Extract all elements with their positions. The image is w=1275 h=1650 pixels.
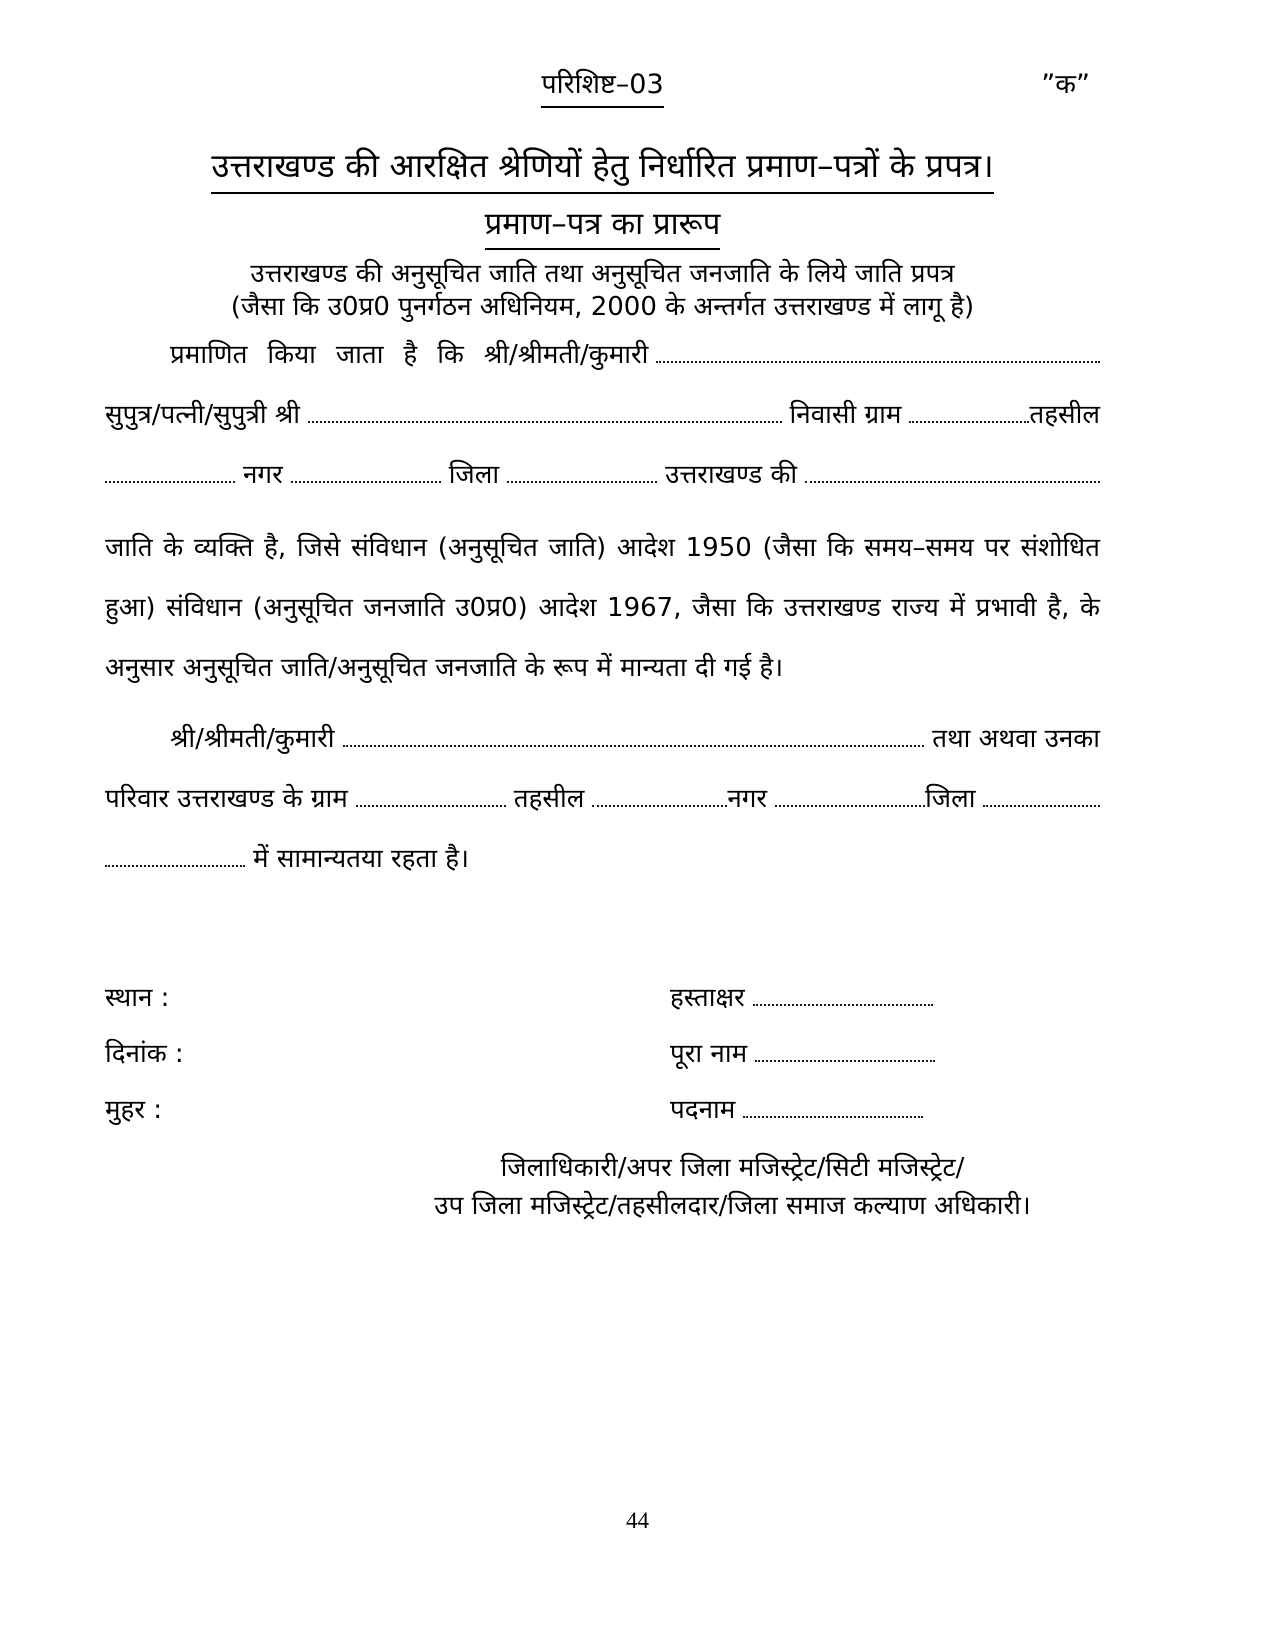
appendix-label: परिशिष्ट–03 — [541, 68, 663, 108]
caption-line-2: (जैसा कि उ0प्र0 पुनर्गठन अधिनियम, 2000 के अन्तर्गत उत्तराखण्ड में लागू है) — [230, 292, 975, 322]
family-district-blank — [983, 783, 1100, 807]
issuing-authorities-line-2: उप जिला मजिस्ट्रेट/तहसीलदार/जिला समाज कल्याण अधिकारी। — [434, 1191, 1031, 1221]
family-tehsil-blank — [592, 783, 727, 807]
caste-blank — [805, 459, 1100, 483]
residence-blank — [105, 843, 245, 867]
village-blank — [909, 399, 1029, 423]
resident-village-text: निवासी ग्राम — [789, 400, 902, 430]
signature-blank — [753, 982, 933, 1006]
date-label: दिनांक : — [105, 1039, 184, 1069]
designation-field — [670, 1093, 1100, 1127]
parent-name-blank — [308, 399, 782, 423]
full-name-field — [670, 1037, 1100, 1071]
family-town-text: नगर — [727, 784, 768, 814]
page-header — [105, 68, 1100, 108]
family-residence-line — [105, 782, 1100, 816]
full-name-blank — [755, 1038, 935, 1062]
tehsil-text: तहसील — [1029, 400, 1100, 430]
applicant-name-blank — [656, 339, 1100, 363]
and-or-their-text: तथा अथवा उनका — [932, 724, 1100, 754]
person-name-blank — [343, 723, 925, 747]
place-row — [105, 981, 1100, 1015]
district-blank — [507, 459, 657, 483]
family-tehsil-text: तहसील — [513, 784, 585, 814]
document-title-text: उत्तराखण्ड की आरक्षित श्रेणियों हेतु निर्धारित प्रमाण–पत्रों के प्रपत्र। — [211, 144, 993, 194]
town-district-line — [105, 458, 1100, 492]
issuing-authorities — [105, 1149, 1100, 1225]
designation-label: पदनाम — [670, 1095, 736, 1125]
son-daughter-wife-of-text: सुपुत्र/पत्नी/सुपुत्री श्री — [105, 400, 300, 430]
place-label: स्थान : — [105, 983, 170, 1013]
resides-text: में सामान्यतया रहता है। — [253, 844, 469, 874]
family-district-text: जिला — [925, 784, 976, 814]
town-text: नगर — [243, 460, 283, 490]
seal-row — [105, 1093, 1100, 1127]
shri-smt-kumari-text: श्री/श्रीमती/कुमारी — [170, 724, 335, 754]
parent-line — [105, 398, 1100, 432]
page-number: 44 — [626, 1508, 649, 1533]
corner-mark: ”क” — [1041, 69, 1090, 100]
resides-line — [105, 842, 1100, 876]
caption-line-1: उत्तराखण्ड की अनुसूचित जाति तथा अनुसूचित जनजाति के लिये जाति प्रपत्र — [250, 259, 955, 289]
document-title — [65, 144, 1140, 194]
designation-blank — [743, 1094, 923, 1118]
signature-label: हस्ताक्षर — [670, 983, 745, 1013]
signature-field — [670, 981, 1100, 1015]
certify-line — [105, 338, 1100, 372]
family-town-blank — [775, 783, 925, 807]
tehsil-blank — [105, 459, 235, 483]
of-uttarakhand-text: उत्तराखण्ड की — [665, 460, 798, 490]
family-line — [105, 722, 1100, 756]
certify-text: प्रमाणित किया जाता है कि श्री/श्रीमती/कुमारी — [170, 340, 649, 370]
document-subtitle-text: प्रमाण–पत्र का प्रारूप — [485, 204, 721, 250]
date-row — [105, 1037, 1100, 1071]
family-village-blank — [356, 783, 506, 807]
family-village-text: परिवार उत्तराखण्ड के ग्राम — [105, 784, 348, 814]
document-subtitle — [105, 204, 1100, 250]
town-blank — [291, 459, 441, 483]
full-name-label: पूरा नाम — [670, 1039, 748, 1069]
caste-recognition-paragraph: जाति के व्यक्ति है, जिसे संविधान (अनुसूचित जाति) आदेश 1950 (जैसा कि समय–समय पर संशोधित हुआ) संविधान (अनुसूचित जनजाति उ0प्र0) आदेश 1967, जैसा कि उत्तराखण्ड राज्य में प्रभावी है, के अनुसार अनुसूचित जाति/अनुसूचित जनजाति के रूप में मान्यता दी गई है। — [105, 533, 1100, 683]
issuing-authorities-line-1: जिलाधिकारी/अपर जिला मजिस्ट्रेट/सिटी मजिस्ट्रेट/ — [500, 1153, 965, 1183]
signature-block — [105, 981, 1100, 1225]
district-text: जिला — [448, 460, 500, 490]
seal-label: मुहर : — [105, 1095, 163, 1125]
